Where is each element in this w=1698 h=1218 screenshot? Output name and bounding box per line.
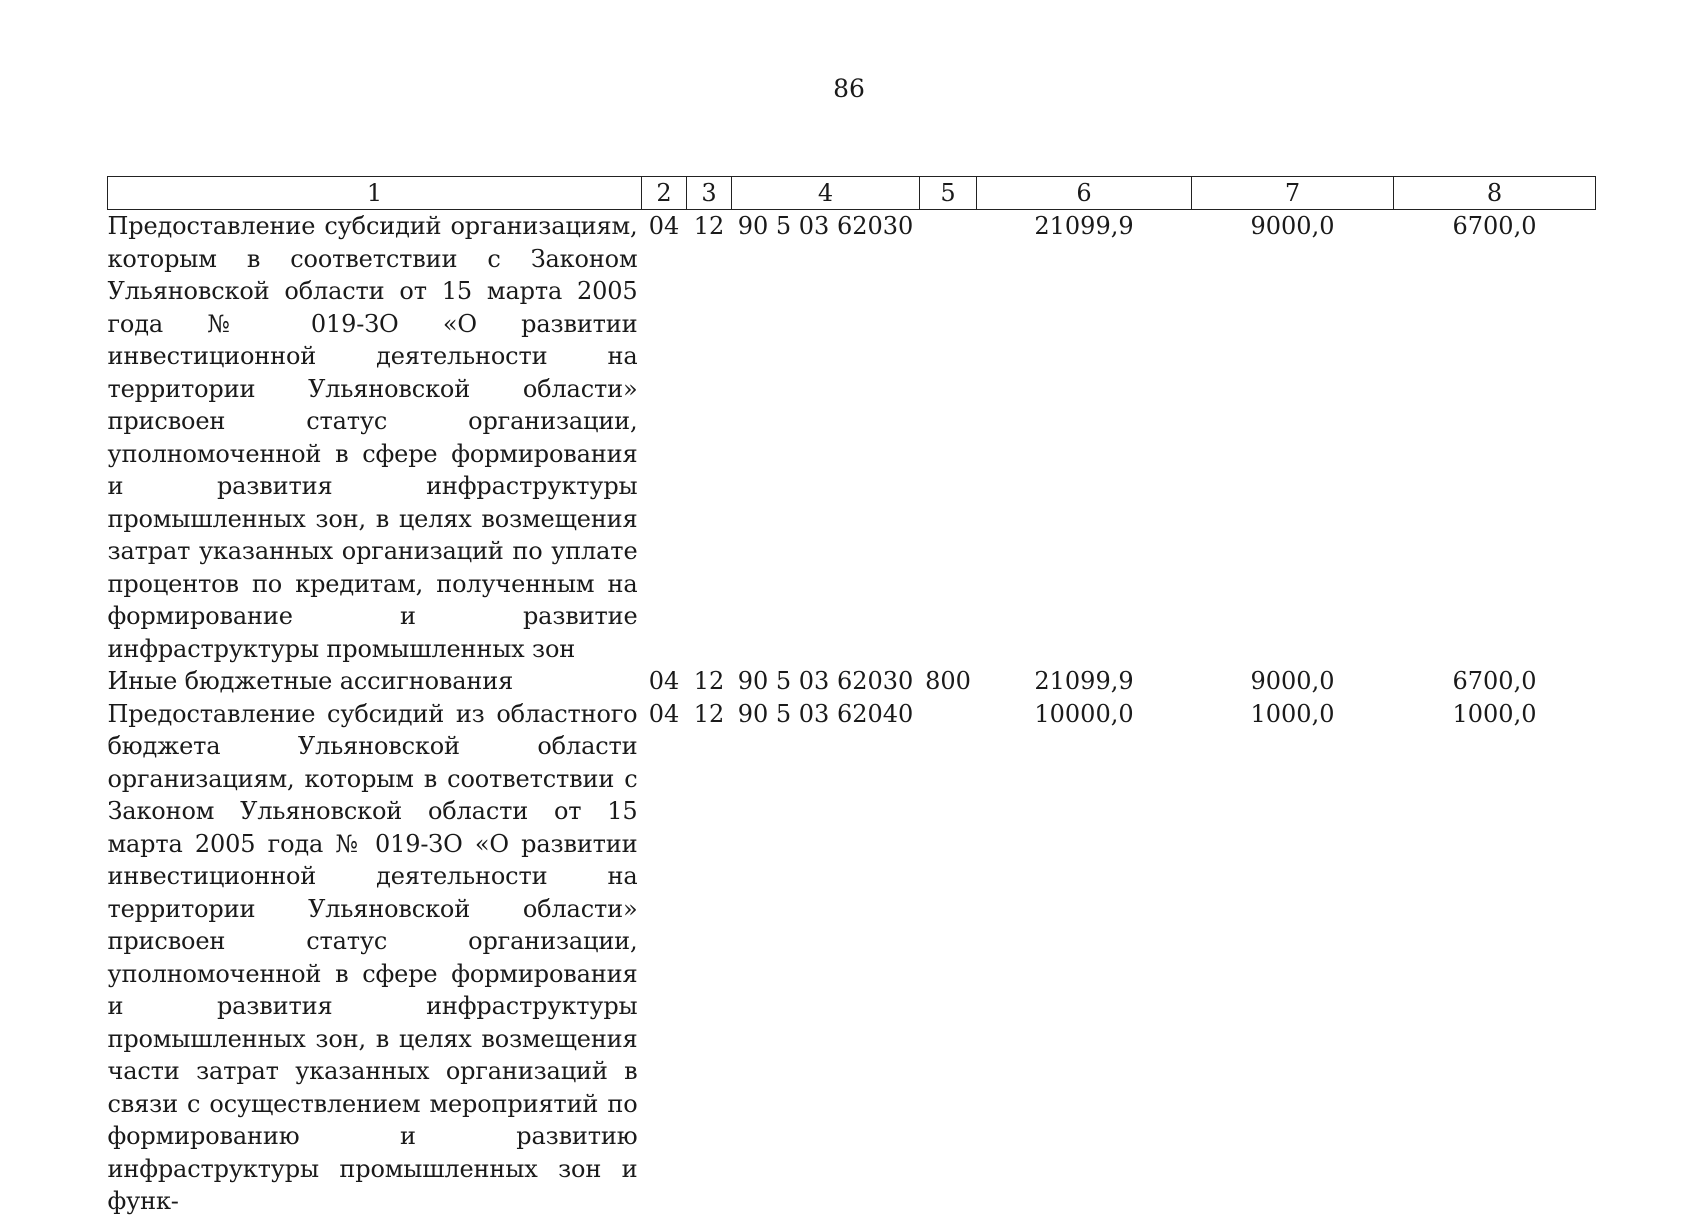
- column-header: 3: [687, 177, 732, 210]
- target-article-code: 90 5 03 62030: [737, 212, 914, 240]
- expense-type-code: [920, 210, 977, 666]
- amount-3: 1000,0: [1452, 699, 1537, 728]
- row-description: Предоставление субсидий организациям, которым в соответствии с Законом Ульяновской области от 15 марта 2005 года № 019-ЗО «О развитии инвестиционной деятельности на территории Ульяновской области» присвоен статус организации, уполномоченной в сфере формирования и развития инфраструктуры промышленных зон, в целях возмещения затрат указанных организаций по уплате процентов по кредитам, полученным на формирование и развитие инфраструктуры промышленных зон: [107, 212, 638, 663]
- subsection-code: 12: [693, 667, 725, 695]
- amount-1: 21099,9: [1034, 212, 1134, 240]
- amount-3: 6700,0: [1452, 212, 1537, 240]
- table-row: [108, 210, 1596, 666]
- expense-type-code: 800: [925, 667, 971, 695]
- section-code: 04: [648, 699, 680, 728]
- amount-2: 1000,0: [1250, 699, 1335, 728]
- amount-1: 10000,0: [1034, 699, 1134, 728]
- budget-table: [107, 176, 1596, 1218]
- table-row: [108, 665, 1596, 698]
- row-description: Предоставление субсидий из областного бюджета Ульяновской области организациям, которым в соответствии с Законом Ульяновской области от 15 марта 2005 года № 019-ЗО «О развитии инвестиционной деятельности на территории Ульяновской области» присвоен статус организации, уполномоченной в сфере формирования и развития инфраструктуры промышленных зон, в целях возмещения части затрат указанных организаций в связи с осуществлением мероприятий по формированию и развитию инфраструктуры промышленных зон и функ-: [107, 699, 638, 1215]
- section-code: 04: [648, 212, 680, 240]
- target-article-code: 90 5 03 62030: [737, 667, 914, 695]
- amount-2: 9000,0: [1250, 667, 1335, 695]
- expense-type-code: [920, 698, 977, 1218]
- target-article-code: 90 5 03 62040: [737, 699, 914, 728]
- page-number: 86: [833, 74, 865, 103]
- subsection-code: 12: [693, 212, 725, 240]
- column-header: 2: [642, 177, 687, 210]
- column-header: 1: [108, 177, 642, 210]
- section-code: 04: [648, 667, 680, 695]
- row-description: Иные бюджетные ассигнования: [107, 667, 514, 695]
- column-header: 7: [1192, 177, 1394, 210]
- table-row: [108, 698, 1596, 1218]
- amount-1: 21099,9: [1034, 667, 1134, 695]
- column-header: 6: [977, 177, 1192, 210]
- column-header: 8: [1394, 177, 1596, 210]
- column-header: 5: [920, 177, 977, 210]
- amount-3: 6700,0: [1452, 667, 1537, 695]
- subsection-code: 12: [693, 699, 725, 728]
- column-number-row: [108, 177, 1596, 210]
- column-header: 4: [732, 177, 920, 210]
- amount-2: 9000,0: [1250, 212, 1335, 240]
